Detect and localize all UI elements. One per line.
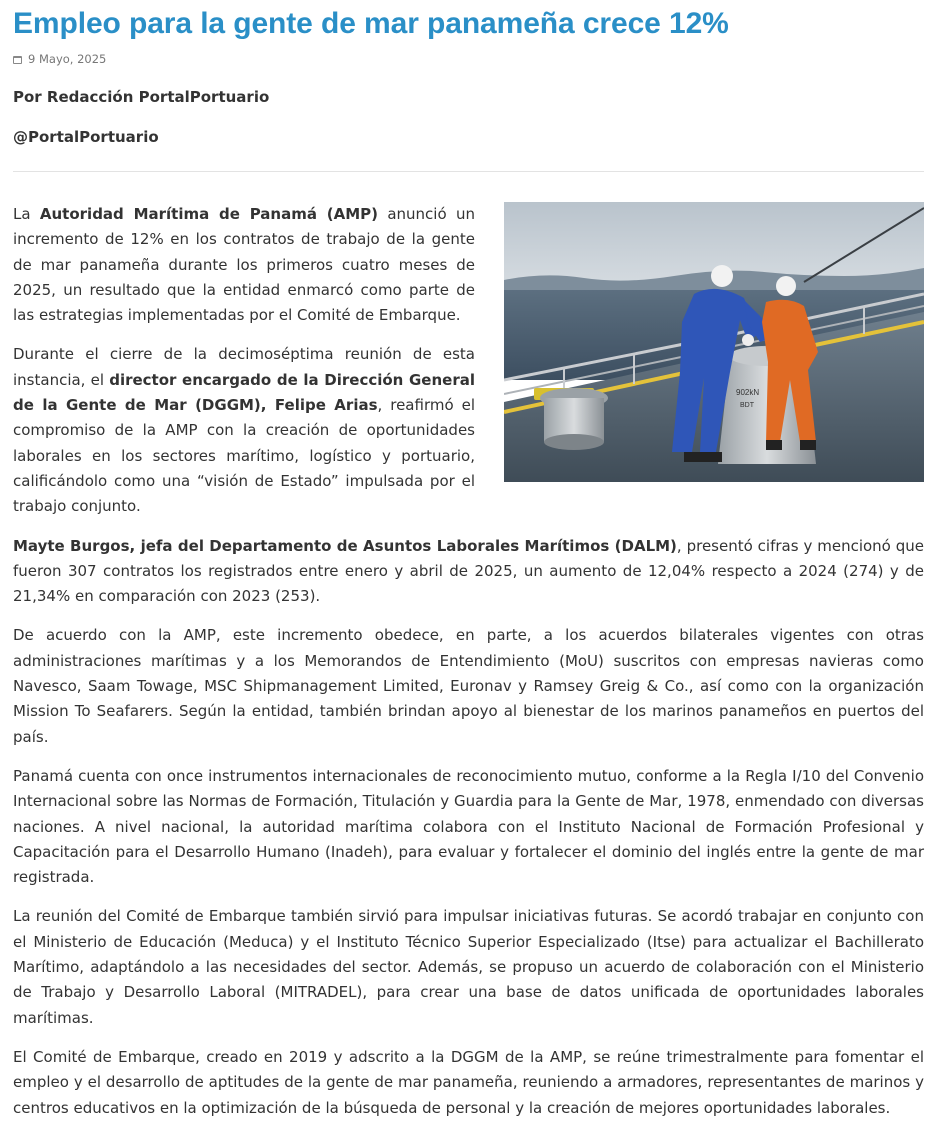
paragraph-2-text-c: , reafirmó el compromiso de la AMP con la creación de oportunidades laborales en los sectores marítimo, logístico y portuario, calificándolo como una “visión de Estado” impulsada por el trabajo conjunto. (13, 396, 475, 516)
article-author: Por Redacción PortalPortuario (13, 88, 270, 106)
paragraph-7: El Comité de Embarque, creado en 2019 y adscrito a la DGGM de la AMP, se reúne trimestralmente para fomentar el empleo y el desarrollo de aptitudes de la gente de mar panameña, reuniendo a armadores, representantes de marinos y centros educativos en la optimización de la búsqueda de personal y la creación de mejores oportunidades laborales. (13, 1047, 924, 1117)
paragraph-2-text-a: Durante el cierre de la decimoséptima reunión de esta instancia, el (13, 345, 475, 389)
article-photo (504, 202, 924, 482)
calendar-icon (13, 56, 22, 64)
ship-deck-photo (504, 202, 924, 482)
bollard-marking: 902kN (736, 388, 760, 397)
paragraph-6: La reunión del Comité de Embarque también sirvió para impulsar iniciativas futuras. Se acordó trabajar en conjunto con el Ministerio de Educación (Meduca) y el Instituto Técnico Superior Especializado (Itse) para actualizar el Bachillerato Marítimo, adaptándolo a las necesidades del sector. Además, se propuso un acuerdo de colaboración con el Ministerio de Trabajo y Desarrollo Laboral (MITRADEL), para crear una base de datos unificada de oportunidades laborales marítimas. (13, 907, 924, 1027)
paragraph-4: De acuerdo con la AMP, este incremento obedece, en parte, a los acuerdos bilaterales vigentes con otras administraciones marítimas y a los Memorandos de Entendimiento (MoU) suscritos con empresas navieras como Navesco, Saam Towage, MSC Shipmanagement Limited, Euronav y Ramsey Greig & Co., así como con la organización Mission To Seafarers. Según la entidad, también brindan apoyo al bienestar de los marinos panameños en puertos del país. (13, 626, 924, 746)
divider (13, 171, 924, 172)
article (13, 0, 924, 1135)
paragraph-3 (13, 534, 924, 610)
paragraph-3-text-c: , presentó cifras y mencionó que fueron 307 contratos los registrados entre enero y abril de 2025, un aumento de 12,04% respecto a 2024 (274) y de 21,34% en comparación con 2023 (253). (13, 536, 924, 606)
paragraph-1-bold: Autoridad Marítima de Panamá (AMP) (39, 205, 379, 223)
paragraph-1-text-c: anunció un incremento de 12% en los contratos de trabajo de la gente de mar panameña durante los primeros cuatro meses de 2025, un resultado que la entidad enmarcó como parte de las estrategias implementadas por el Comité de Embarque. (13, 205, 475, 325)
article-meta (13, 51, 924, 67)
bollard-marking-2: BDT (740, 402, 754, 409)
paragraph-2-bold: director encargado de la Dirección General de la Gente de Mar (DGGM), Felipe Arias (13, 370, 475, 415)
article-body (13, 202, 924, 1121)
article-date: 9 Mayo, 2025 (28, 52, 107, 66)
article-handle: @PortalPortuario (13, 128, 159, 146)
paragraph-3-bold: Mayte Burgos, jefa del Departamento de Asuntos Laborales Marítimos (DALM) (13, 536, 677, 555)
article-title: Empleo para la gente de mar panameña crece 12% (13, 7, 729, 40)
paragraph-5: Panamá cuenta con once instrumentos internacionales de reconocimiento mutuo, conforme a la Regla I/10 del Convenio Internacional sobre las Normas de Formación, Titulación y Guardia para la Gente de Mar, 1978, enmendado con diversas naciones. A nivel nacional, la autoridad marítima colabora con el Instituto Nacional de Formación Profesional y Capacitación para el Desarrollo Humano (Inadeh), para evaluar y fortalecer el dominio del inglés entre la gente de mar registrada. (13, 766, 924, 887)
paragraph-1-text-a: La (13, 205, 40, 223)
